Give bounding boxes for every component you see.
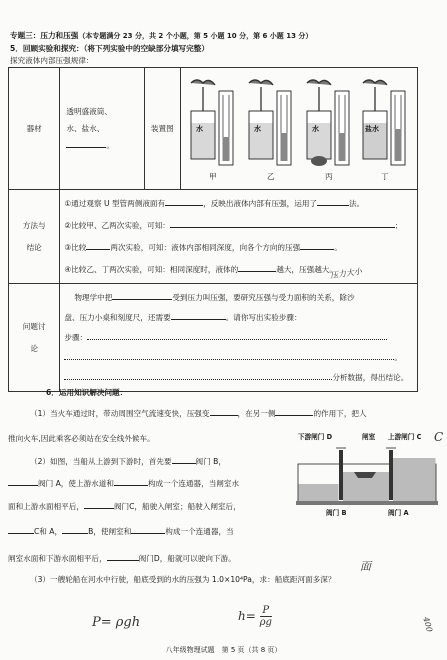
handwriting-formula-1: P= ρgh	[92, 615, 141, 630]
step-4: ④比较乙、丁两次实验，可知：相同深度时，液体的 越大，压强越大。	[64, 264, 337, 274]
ship-lock-svg	[296, 444, 442, 506]
q6-blank-4[interactable]	[8, 477, 38, 486]
formula2-fraction	[260, 605, 272, 628]
q6-blank-8[interactable]	[62, 525, 88, 534]
container-label-bing: 丙	[325, 172, 333, 181]
handwriting-c-mark: C	[434, 430, 444, 444]
valve-a-label: 阀门 A	[388, 509, 409, 517]
materials-line2: 水、盐水、	[66, 124, 105, 133]
step1-blank-b[interactable]	[317, 197, 349, 206]
steps-blank-2[interactable]	[64, 351, 394, 360]
liquid-label-ding: 盐水	[365, 125, 379, 133]
q6-p1-line1: （1）当火车通过时，带动周围空气流速变快，压强变 ，在另一侧 的作用下，把人	[30, 409, 367, 418]
liquid-label-jia: 水	[196, 125, 203, 133]
q6-blank-6[interactable]	[84, 500, 114, 509]
container-label-yi: 乙	[267, 172, 275, 181]
q6-p2-line5: 闸室水面和下游水面相平后， 阀门D，船就可以驶向下游。	[8, 554, 236, 563]
q6-p2-line3: 面和上游水面相平后， 阀门C，船驶入闸室；船驶入闸室后，	[8, 502, 241, 511]
materials-line1: 透明盛液筒、	[66, 107, 112, 116]
materials-cell: 透明盛液筒、 水、盐水、 。	[60, 68, 144, 190]
experiment-title: 探究液体内部压强规律：	[10, 56, 94, 65]
apparatus-yi	[249, 80, 291, 165]
discussion-label: 问题讨	[22, 321, 46, 331]
container-label-jia: 甲	[209, 172, 217, 181]
discussion-row	[9, 284, 418, 392]
q5-instruction: （将下列实验中的空缺部分填写完整）	[83, 44, 209, 53]
formula2-lhs: h=	[238, 609, 256, 623]
step-1: ①通过观察 U 型管两侧液面有 ，反映出液体内部有压强，运用了 法。	[64, 198, 365, 208]
discussion-blank-1[interactable]	[112, 291, 172, 300]
method-label: 方法与	[22, 220, 46, 230]
container-label-ding: 丁	[381, 172, 389, 181]
q6-title: 6．运用知识解决问题：	[46, 388, 128, 397]
conclusion-label: 结论	[26, 242, 42, 252]
method-label-cell	[9, 190, 60, 284]
discussion-label2: 论	[30, 343, 38, 353]
discussion-blank-2[interactable]	[171, 311, 226, 320]
q6-blank-5[interactable]	[114, 477, 148, 486]
chamber-label: 闸室	[362, 433, 376, 441]
q5-title: 5．回顾实验和探究：	[10, 44, 84, 53]
handwriting-formula-2	[238, 605, 272, 628]
experiment-table	[8, 67, 418, 392]
steps-blank-1[interactable]	[87, 331, 387, 340]
steps-line: 步骤：	[64, 328, 417, 348]
step4-blank[interactable]	[238, 263, 276, 272]
discussion-line2: 盘、压力小桌和刻度尺，还需要 。请你写出实验步骤：	[64, 312, 302, 322]
q6-p2-line4: C和 A， B，使闸室和 构成一个连通器，当	[8, 525, 234, 537]
formula2-num: P	[260, 605, 272, 617]
q6-p3: （3）一艘轮船在河水中行驶，船底受到的水的压强为 1.0×10⁴Pa，求：船底距河面多深？	[30, 575, 336, 584]
materials-row	[9, 68, 418, 190]
apparatus-bing	[307, 80, 349, 166]
liquid-label-bing: 水	[312, 125, 319, 133]
q6-blank-9[interactable]	[131, 525, 165, 534]
section-title: 专题三：压力和压强	[10, 31, 79, 40]
materials-blank[interactable]	[66, 139, 106, 148]
q6-p2-line2: 阀门 A，使上游水道和 构成一个连通器，当闸室水	[8, 477, 239, 489]
discussion-line1: 物理学中把 受到压力叫压强，要研究压强与受力面积的关系，除沙	[74, 292, 355, 302]
apparatus-jia	[191, 80, 233, 165]
section-header	[10, 31, 312, 41]
steps-line-2: 。	[64, 348, 417, 368]
method-steps	[60, 190, 418, 284]
steps-blank-3[interactable]	[64, 371, 332, 380]
q6-p1-line2: 推向火车,因此乘客必须站在安全线外候车。	[8, 434, 155, 443]
q6-blank-7[interactable]	[8, 525, 34, 534]
ship-lock-diagram	[296, 432, 442, 522]
gate-d-label: 下游闸门 D	[298, 433, 333, 441]
step-2: ②比较甲、乙两次实验，可知： ；	[64, 220, 403, 230]
setup-diagram-cell	[181, 68, 418, 190]
handwriting-pressure-note: 压力大小	[329, 266, 363, 281]
handwriting-mark: 面	[360, 560, 371, 573]
pressure-apparatus-diagram	[181, 69, 417, 189]
q5-heading	[10, 44, 209, 54]
q6-blank-1[interactable]	[210, 407, 238, 416]
discussion-label-cell	[9, 284, 60, 392]
step-3: ③比较 两次实验，可知：液体内部相同深度，向各个方向的压强 。	[64, 242, 342, 252]
setup-label: 装置图	[144, 68, 180, 190]
discussion-cell	[60, 284, 418, 392]
step3-blank-b[interactable]	[300, 241, 334, 250]
q6-blank-3[interactable]	[172, 455, 196, 464]
liquid-label-yi: 水	[254, 125, 261, 133]
step1-blank-a[interactable]	[165, 197, 203, 206]
step2-blank[interactable]	[170, 219, 395, 228]
valve-b-label: 阀门 B	[326, 509, 347, 517]
materials-label: 器材	[9, 68, 60, 190]
q6-p2-line1: （2）如图，当船从上游到下游时，首先要 阀门 B，	[30, 457, 226, 466]
page-footer: 八年级物理试题 第 5 页（共 8 页）	[165, 646, 282, 654]
q6-blank-10[interactable]	[107, 552, 139, 561]
handwriting-corner: 400	[421, 615, 434, 634]
step3-blank-a[interactable]	[86, 241, 110, 250]
steps-line-3: 分析数据，得出结论。	[64, 368, 417, 388]
apparatus-ding	[363, 80, 405, 165]
q6-blank-2[interactable]	[275, 407, 313, 416]
section-meta: （本专题满分 23 分，共 2 个小题，第 5 小题 10 分，第 6 小题 13 分）	[78, 32, 313, 40]
formula2-den: ρg	[259, 617, 272, 628]
gate-c-label: 上游闸门 C	[388, 433, 422, 441]
